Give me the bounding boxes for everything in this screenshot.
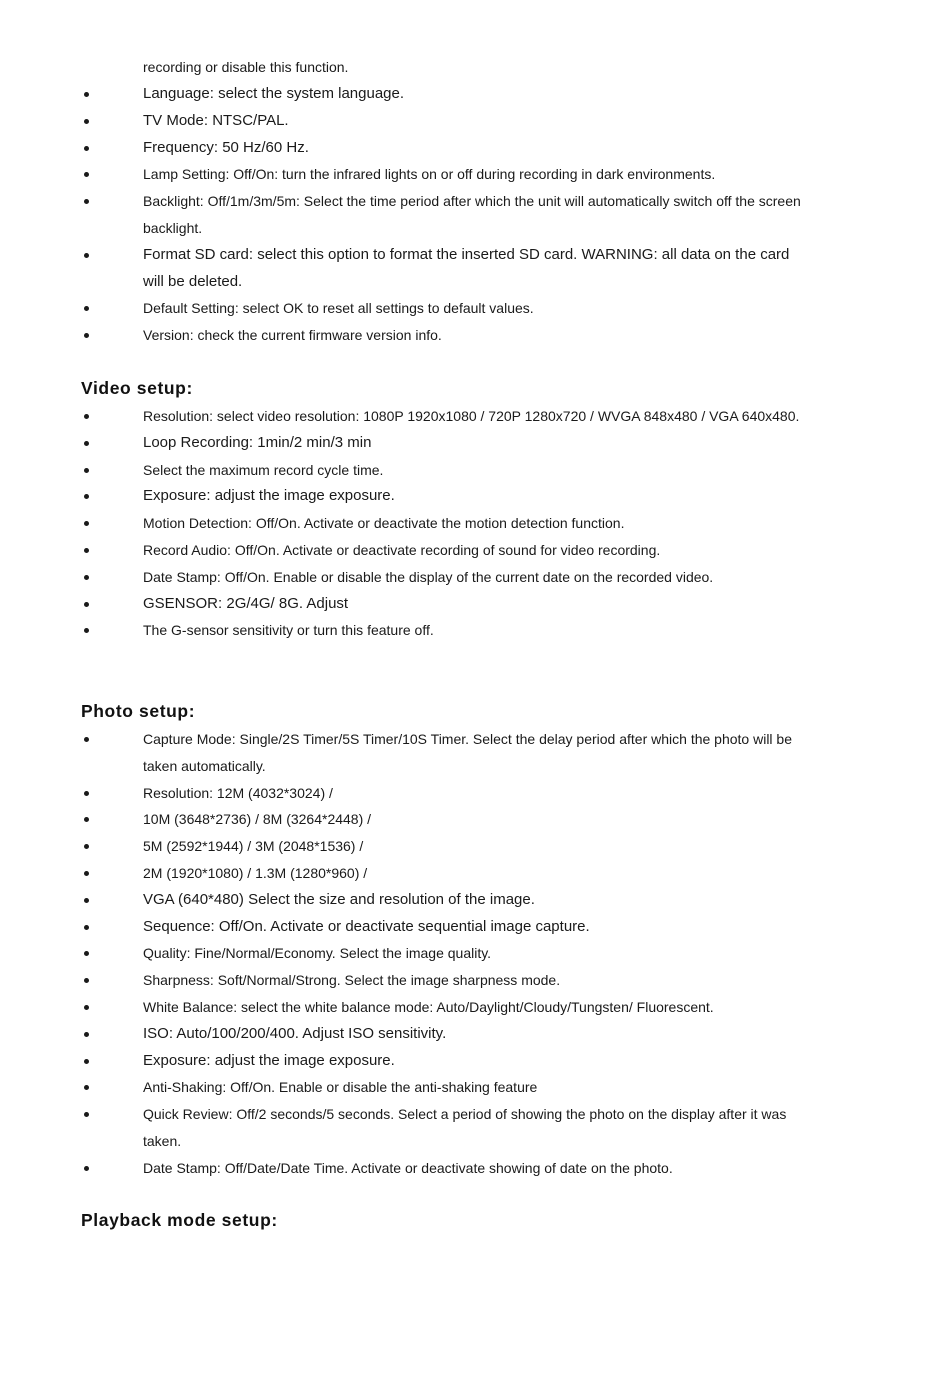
list-item: Quick Review: Off/2 seconds/5 seconds. Select a period of showing the photo on the display after it was taken. xyxy=(0,1101,803,1155)
list-item: Anti-Shaking: Off/On. Enable or disable the anti-shaking feature xyxy=(0,1074,803,1101)
list-item: Version: check the current firmware version info. xyxy=(0,322,803,349)
photo-setup-heading: Photo setup: xyxy=(81,701,196,721)
list-item: VGA (640*480) Select the size and resolution of the image. xyxy=(0,887,803,914)
list-item: White Balance: select the white balance mode: Auto/Daylight/Cloudy/Tungsten/ Fluorescent. xyxy=(0,994,803,1021)
list-item: The G-sensor sensitivity or turn this feature off. xyxy=(0,617,803,644)
list-item: Quality: Fine/Normal/Economy. Select the image quality. xyxy=(0,940,803,967)
list-item: 2M (1920*1080) / 1.3M (1280*960) / xyxy=(0,860,803,887)
list-item: 10M (3648*2736) / 8M (3264*2448) / xyxy=(0,806,803,833)
list-item: Loop Recording: 1min/2 min/3 min xyxy=(0,430,803,457)
list-item: Capture Mode: Single/2S Timer/5S Timer/10S Timer. Select the delay period after which the photo will be taken automatically. xyxy=(0,726,803,780)
list-item: Select the maximum record cycle time. xyxy=(0,457,803,484)
list-item: Exposure: adjust the image exposure. xyxy=(0,483,803,510)
list-item: Sharpness: Soft/Normal/Strong. Select the image sharpness mode. xyxy=(0,967,803,994)
list-item: Resolution: 12M (4032*3024) / xyxy=(0,780,803,807)
list-item: Frequency: 50 Hz/60 Hz. xyxy=(0,135,803,162)
photo-setup-list xyxy=(0,726,803,1182)
list-item: Motion Detection: Off/On. Activate or deactivate the motion detection function. xyxy=(0,510,803,537)
system-settings-list xyxy=(0,81,803,349)
list-item: Format SD card: select this option to format the inserted SD card. WARNING: all data on the card will be deleted. xyxy=(0,242,803,296)
list-item: Sequence: Off/On. Activate or deactivate sequential image capture. xyxy=(0,914,803,941)
list-item: GSENSOR: 2G/4G/ 8G. Adjust xyxy=(0,591,803,618)
video-setup-list xyxy=(0,403,803,644)
list-item: Backlight: Off/1m/3m/5m: Select the time period after which the unit will automatically switch off the screen backlight. xyxy=(0,188,803,242)
list-item: 5M (2592*1944) / 3M (2048*1536) / xyxy=(0,833,803,860)
list-item: Record Audio: Off/On. Activate or deactivate recording of sound for video recording. xyxy=(0,537,803,564)
continuation-text: recording or disable this function. xyxy=(143,59,349,75)
list-item: ISO: Auto/100/200/400. Adjust ISO sensitivity. xyxy=(0,1021,803,1048)
list-item: Language: select the system language. xyxy=(0,81,803,108)
list-item: Resolution: select video resolution: 1080P 1920x1080 / 720P 1280x720 / WVGA 848x480 / VGA 640x480. xyxy=(0,403,803,430)
video-setup-heading: Video setup: xyxy=(81,378,193,398)
list-item: Exposure: adjust the image exposure. xyxy=(0,1048,803,1075)
list-item: TV Mode: NTSC/PAL. xyxy=(0,108,803,135)
playback-setup-heading: Playback mode setup: xyxy=(81,1210,278,1230)
list-item: Date Stamp: Off/On. Enable or disable the display of the current date on the recorded video. xyxy=(0,564,803,591)
list-item: Date Stamp: Off/Date/Date Time. Activate or deactivate showing of date on the photo. xyxy=(0,1155,803,1182)
list-item: Default Setting: select OK to reset all settings to default values. xyxy=(0,295,803,322)
list-item: Lamp Setting: Off/On: turn the infrared lights on or off during recording in dark environments. xyxy=(0,161,803,188)
